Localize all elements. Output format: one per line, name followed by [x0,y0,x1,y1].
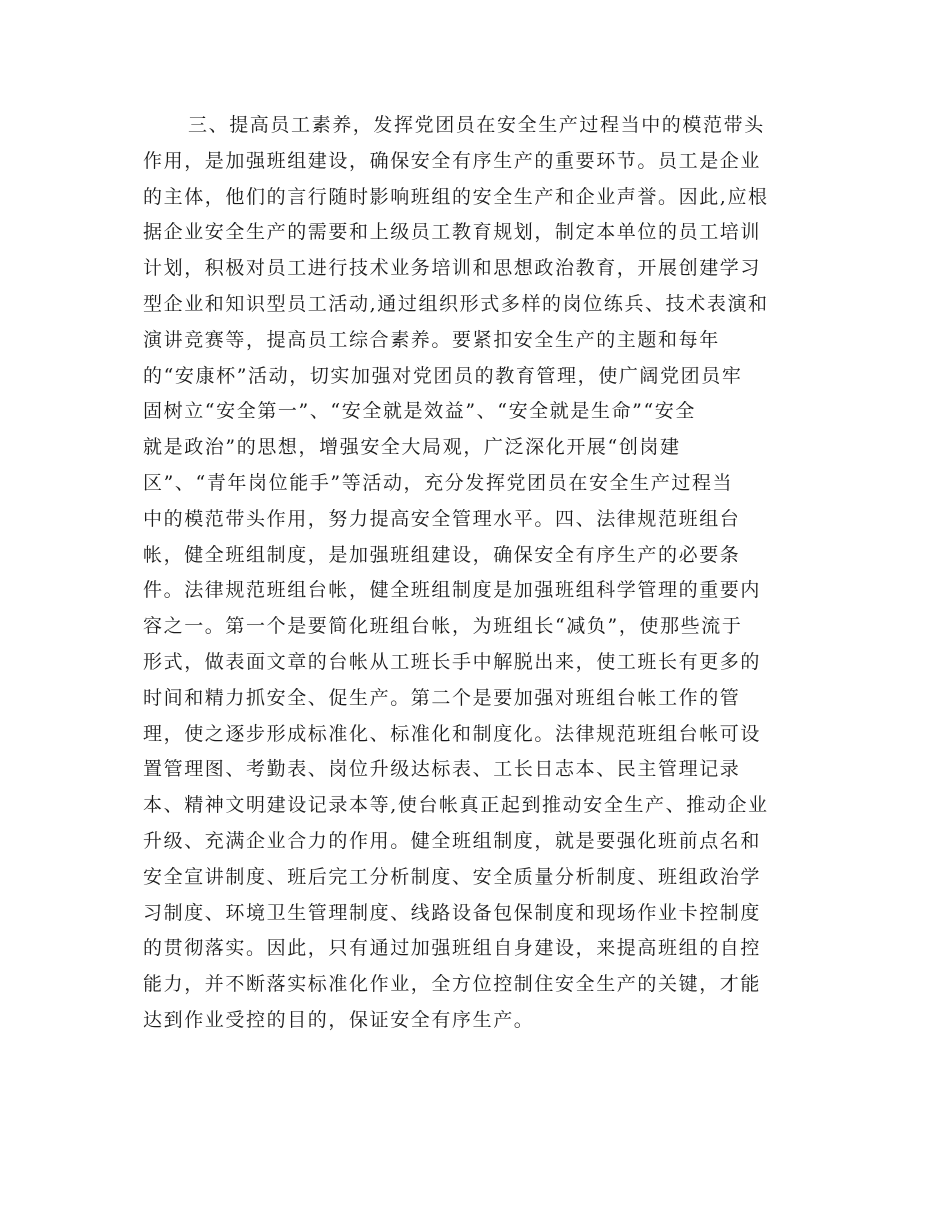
text-line: 理，使之逐步形成标准化、标准化和制度化。法律规范班组台帐可设 [143,722,762,745]
text-line: 时间和精力抓安全、促生产。第二个是要加强对班组台帐工作的管 [143,686,741,709]
text-line: 就是政治”的思想，增强安全大局观，广泛深化开展“创岗建 [143,436,681,459]
text-line: 区”、“青年岗位能手”等活动，充分发挥党团员在安全生产过程当 [143,471,734,494]
text-line: 三、提高员工素养，发挥党团员在安全生产过程当中的模范带头 [188,114,765,136]
text-line: 中的模范带头作用，努力提高安全管理水平。四、法律规范班组台 [143,507,741,530]
text-line: 达到作业受控的目的，保证安全有序生产。 [143,1008,535,1031]
text-line: 置管理图、考勤表、岗位升级达标表、工长日志本、民主管理记录 [143,758,741,781]
text-line: 能力，并不断落实标准化作业，全方位控制住安全生产的关键，才能 [143,973,762,996]
text-line: 演讲竞赛等，提高员工综合素养。要紧扣安全生产的主题和每年 [143,328,720,351]
text-line: 固树立“安全第一”、“安全就是效益”、“安全就是生命”“安全 [143,400,696,423]
text-line: 帐，健全班组制度，是加强班组建设，确保安全有序生产的必要条 [143,543,741,566]
body-text [143,108,813,1039]
text-line: 安全宣讲制度、班后完工分析制度、安全质量分析制度、班组政治学 [143,865,762,888]
text-line: 形式，做表面文章的台帐从工班长手中解脱出来，使工班长有更多的 [143,650,762,673]
text-line: 型企业和知识型员工活动,通过组织形式多样的岗位练兵、技术表演和 [143,292,769,315]
text-line: 升级、充满企业合力的作用。健全班组制度，就是要强化班前点名和 [143,829,762,852]
text-line: 容之一。第一个是要简化班组台帐，为班组长“减负”，使那些流于 [143,615,743,638]
text-line: 作用，是加强班组建设，确保安全有序生产的重要环节。员工是企业 [143,149,762,172]
text-line: 的贯彻落实。因此，只有通过加强班组自身建设，来提高班组的自控 [143,937,762,960]
text-line: 的主体，他们的言行随时影响班组的安全生产和企业声誉。因此,应根 [143,185,769,208]
text-line: 本、精神文明建设记录本等,使台帐真正起到推动安全生产、推动企业 [143,794,769,817]
text-line: 的“安康杯”活动，切实加强对党团员的教育管理，使广阔党团员牢 [143,364,743,387]
text-line: 件。法律规范班组台帐，健全班组制度是加强班组科学管理的重要内 [143,579,762,602]
text-line: 习制度、环境卫生管理制度、线路设备包保制度和现场作业卡控制度 [143,901,762,924]
text-line: 计划，积极对员工进行技术业务培训和思想政治教育，开展创建学习 [143,257,762,280]
text-line: 据企业安全生产的需要和上级员工教育规划，制定本单位的员工培训 [143,221,762,244]
